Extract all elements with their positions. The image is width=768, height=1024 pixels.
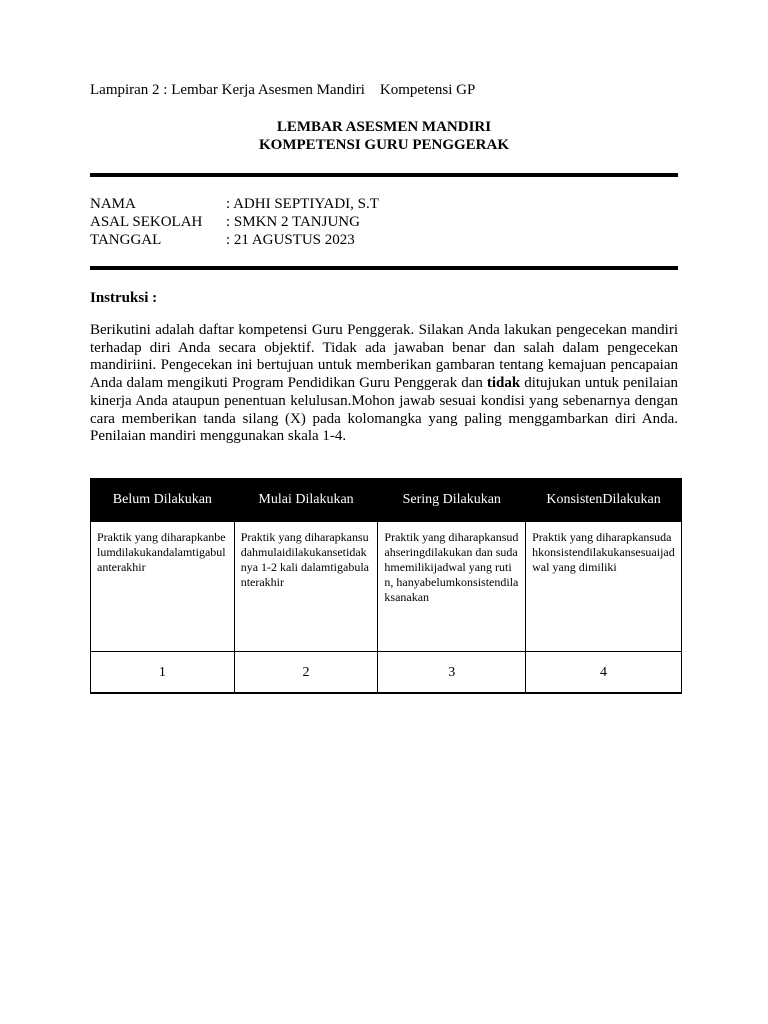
description-cell: Praktik yang diharapkansudahmulaidilakukansetidaknya 1-2 kali dalamtigabulanterakhir — [234, 522, 378, 652]
instructions-text-2: ditujukan untuk penilaian kinerja Anda ataupun penentuan kelulusan.Mohon jawab sesuai kondisi yang sebenarnya dengan cara memberikan tanda silang (X) pada kolomangka yang paling menggambarkan diri Anda. Penilaian mandiri menggunakan skala 1-4. — [90, 375, 678, 445]
school-label: ASAL SEKOLAH — [90, 214, 203, 230]
header-konsisten-dilakukan: KonsistenDilakukan — [526, 479, 682, 522]
date-label: TANGGAL — [90, 232, 162, 248]
date-row — [90, 231, 379, 249]
instructions-paragraph — [90, 322, 678, 446]
header-sering-dilakukan: Sering Dilakukan — [378, 479, 526, 522]
school-value: : SMKN 2 TANJUNG — [226, 214, 360, 230]
date-value: : 21 AGUSTUS 2023 — [226, 232, 355, 248]
header-belum-dilakukan: Belum Dilakukan — [91, 479, 235, 522]
document-title — [90, 118, 678, 154]
title-line-1: LEMBAR ASESMEN MANDIRI — [276, 119, 492, 135]
score-cell[interactable]: 1 — [91, 652, 235, 694]
table-description-row — [91, 522, 682, 652]
score-cell[interactable]: 3 — [378, 652, 526, 694]
rating-scale-table — [90, 478, 682, 694]
instructions-text-1: Berikutini adalah daftar kompetensi Guru Penggerak. Silakan Anda lakukan pengecekan mandiri terhadap diri Anda secara objektif. Tidak ada jawaban benar dan salah dalam pengecekan mandiriini. Pengecekan ini bertujuan untuk memberikan gambaran tentang kemajuan pencapaian Anda dalam mengikuti Program Pendidikan Guru Penggerak dan — [90, 322, 678, 392]
score-cell[interactable]: 4 — [526, 652, 682, 694]
description-cell: Praktik yang diharapkansudahkonsistendilakukansesuaijadwal yang dimiliki — [526, 522, 682, 652]
name-row — [90, 195, 379, 213]
name-label: NAMA — [90, 196, 136, 212]
title-line-2: KOMPETENSI GURU PENGGERAK — [258, 137, 510, 153]
school-row — [90, 213, 379, 231]
identity-block — [90, 195, 379, 249]
bottom-divider — [90, 266, 678, 270]
header-mulai-dilakukan: Mulai Dilakukan — [234, 479, 378, 522]
description-cell: Praktik yang diharapkanbelumdilakukandalamtigabulanterakhir — [91, 522, 235, 652]
name-value: : ADHI SEPTIYADI, S.T — [226, 196, 379, 212]
instructions-bold-word: tidak — [486, 375, 521, 392]
instructions-heading: Instruksi : — [90, 290, 158, 306]
score-cell[interactable]: 2 — [234, 652, 378, 694]
table-score-row — [91, 652, 682, 694]
top-divider — [90, 173, 678, 177]
description-cell: Praktik yang diharapkansudahseringdilakukan dan sudahmemilikijadwal yang rutin, hanyabelumkonsistendilaksanakan — [378, 522, 526, 652]
attachment-caption: Lampiran 2 : Lembar Kerja Asesmen Mandiri Kompetensi GP — [90, 82, 476, 98]
table-header-row — [91, 479, 682, 522]
